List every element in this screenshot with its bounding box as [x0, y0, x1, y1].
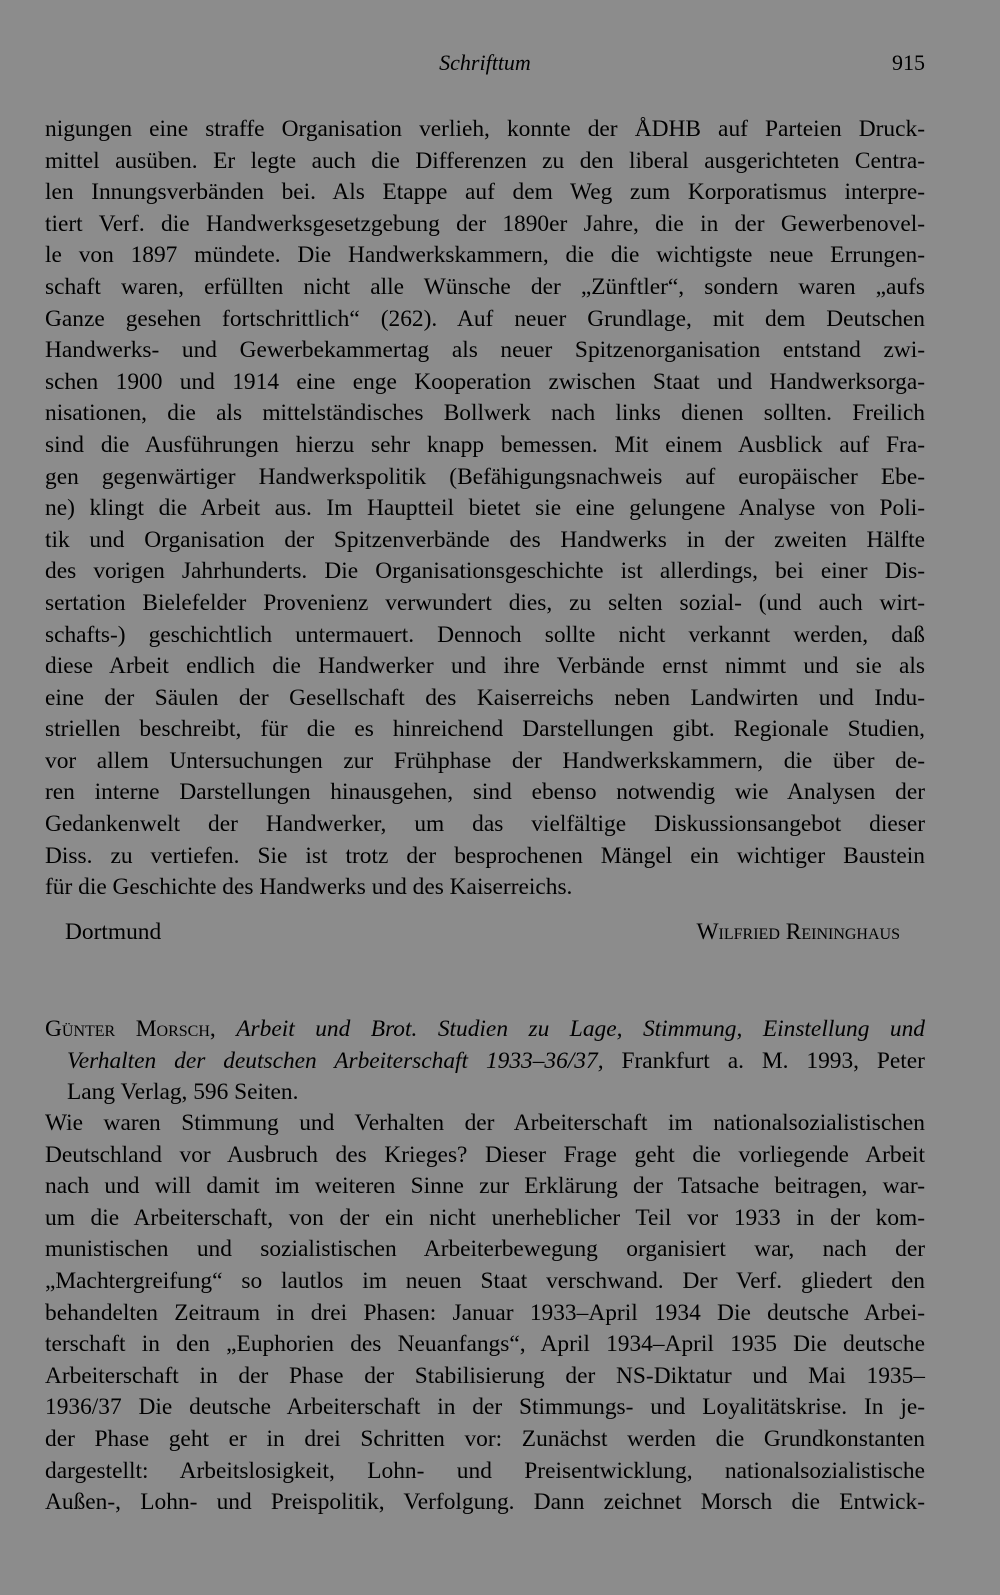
text-line: der Phase geht er in drei Schritten vor: Zunächst werden die Grundkonstanten: [45, 1425, 925, 1452]
text-line: schafts-) geschichtlich untermauert. Dennoch sollte nicht verkannt werden, daß: [45, 621, 925, 648]
text-line: nigungen eine straffe Organisation verlieh, konnte der ÅDHB auf Parteien Druck-: [45, 116, 925, 142]
citation-publication: Frankfurt a. M. 1993, Peter: [621, 1047, 925, 1074]
citation-line: [45, 1046, 925, 1078]
text-line: tiert Verf. die Handwerksgesetzgebung der 1890er Jahre, die in der Gewerbenovel-: [45, 210, 925, 237]
citation-title: Arbeit und Brot. Studien zu Lage, Stimmung, Einstellung und: [236, 1016, 925, 1042]
text-line: eine der Säulen der Gesellschaft des Kaiserreichs neben Landwirten und Indu-: [45, 684, 925, 711]
text-line: Ganze gesehen fortschrittlich“ (262). Auf neuer Grundlage, mit dem Deutschen: [45, 305, 925, 332]
citation-author: Günter Morsch,: [45, 1016, 216, 1042]
text-line: striellen beschreibt, für die es hinreichend Darstellungen gibt. Regionale Studien,: [45, 716, 925, 743]
text-line: schaft waren, erfüllten nicht alle Wünsche der „Zünftler“, sondern waren „aufs: [45, 273, 925, 300]
text-line: ne) klingt die Arbeit aus. Im Hauptteil bietet sie eine gelungene Analyse von Poli-: [45, 495, 925, 522]
text-line: nach und will damit im weiteren Sinne zur Erklärung der Tatsache beitragen, war-: [45, 1173, 925, 1200]
text-line: sertation Bielefelder Provenienz verwundert dies, zu selten sozial- (und auch wirt-: [45, 589, 925, 616]
review-1-body: [45, 114, 925, 904]
citation-publication: Lang Verlag, 596 Seiten.: [67, 1079, 299, 1106]
text-line: munistischen und sozialistischen Arbeiterbewegung organisiert war, nach der: [45, 1236, 925, 1263]
running-title: Schrifttum: [439, 50, 531, 75]
text-line: Wie waren Stimmung und Verhalten der Arbeiterschaft im nationalsozialistischen: [45, 1110, 925, 1136]
text-line: terschaft in den „Euphorien des Neuanfangs“, April 1934–April 1935 Die deutsche: [45, 1331, 925, 1358]
text-line: „Machtergreifung“ so lautlos im neuen Staat verschwand. Der Verf. gliedert den: [45, 1267, 925, 1294]
text-line: dargestellt: Arbeitslosigkeit, Lohn- und Preisentwicklung, nationalsozialistische: [45, 1457, 925, 1484]
text-line: diese Arbeit endlich die Handwerker und ihre Verbände ernst nimmt und sie als: [45, 653, 925, 680]
text-line: für die Geschichte des Handwerks und des Kaiserreichs.: [45, 874, 573, 901]
text-line: des vorigen Jahrhunderts. Die Organisationsgeschichte ist allerdings, bei einer Dis-: [45, 558, 925, 585]
review-2-citation: [45, 1014, 925, 1109]
text-line: Gedankenwelt der Handwerker, um das vielfältige Diskussionsangebot dieser: [45, 811, 925, 838]
text-line: tik und Organisation der Spitzenverbände des Handwerks in der zweiten Hälfte: [45, 526, 925, 553]
text-line: Diss. zu vertiefen. Sie ist trotz der besprochenen Mängel ein wichtiger Baustein: [45, 842, 925, 869]
text-line: schen 1900 und 1914 eine enge Kooperation zwischen Staat und Handwerksorga-: [45, 368, 925, 395]
text-line: nisationen, die als mittelständisches Bollwerk nach links dienen sollten. Freilich: [45, 400, 925, 427]
text-line: len Innungsverbänden bei. Als Etappe auf dem Weg zum Korporatismus interpre-: [45, 179, 925, 206]
text-line: Handwerks- und Gewerbekammertag als neuer Spitzenorganisation entstand zwi-: [45, 337, 925, 364]
text-line: Deutschland vor Ausbruch des Krieges? Dieser Frage geht die vorliegende Arbeit: [45, 1141, 925, 1168]
citation-title: Verhalten der deutschen Arbeiterschaft 1933–36/37,: [67, 1047, 604, 1074]
text-line: mittel ausüben. Er legte auch die Differenzen zu den liberal ausgerichteten Centra-: [45, 147, 925, 174]
review-1-signature: [65, 916, 900, 948]
page-number: 915: [892, 50, 925, 75]
text-line: sind die Ausführungen hierzu sehr knapp bemessen. Mit einem Ausblick auf Fra-: [45, 431, 925, 458]
text-line: behandelten Zeitraum in drei Phasen: Januar 1933–April 1934 Die deutsche Arbei-: [45, 1299, 925, 1326]
text-line: gen gegenwärtiger Handwerkspolitik (Befähigungsnachweis auf europäischer Ebe-: [45, 463, 925, 490]
signature-place: Dortmund: [65, 919, 162, 945]
text-line: vor allem Untersuchungen zur Frühphase der Handwerkskammern, die über de-: [45, 747, 925, 774]
text-line: um die Arbeiterschaft, von der ein nicht unerheblicher Teil vor 1933 in der kom-: [45, 1204, 925, 1231]
text-line: Arbeiterschaft in der Phase der Stabilisierung der NS-Diktatur und Mai 1935–: [45, 1362, 925, 1389]
review-2-body: [45, 1108, 925, 1519]
text-line: le von 1897 mündete. Die Handwerkskammern, die die wichtigste neue Errungen-: [45, 242, 925, 269]
text-line: ren interne Darstellungen hinausgehen, sind ebenso notwendig wie Analysen der: [45, 779, 925, 806]
text-line: Außen-, Lohn- und Preispolitik, Verfolgung. Dann zeichnet Morsch die Entwick-: [45, 1489, 925, 1516]
signature-author: Wilfried Reininghaus: [696, 919, 900, 945]
text-line: 1936/37 Die deutsche Arbeiterschaft in der Stimmungs- und Loyalitätskrise. In je-: [45, 1394, 925, 1421]
citation-line: [45, 1014, 925, 1046]
page-header: [45, 50, 925, 86]
